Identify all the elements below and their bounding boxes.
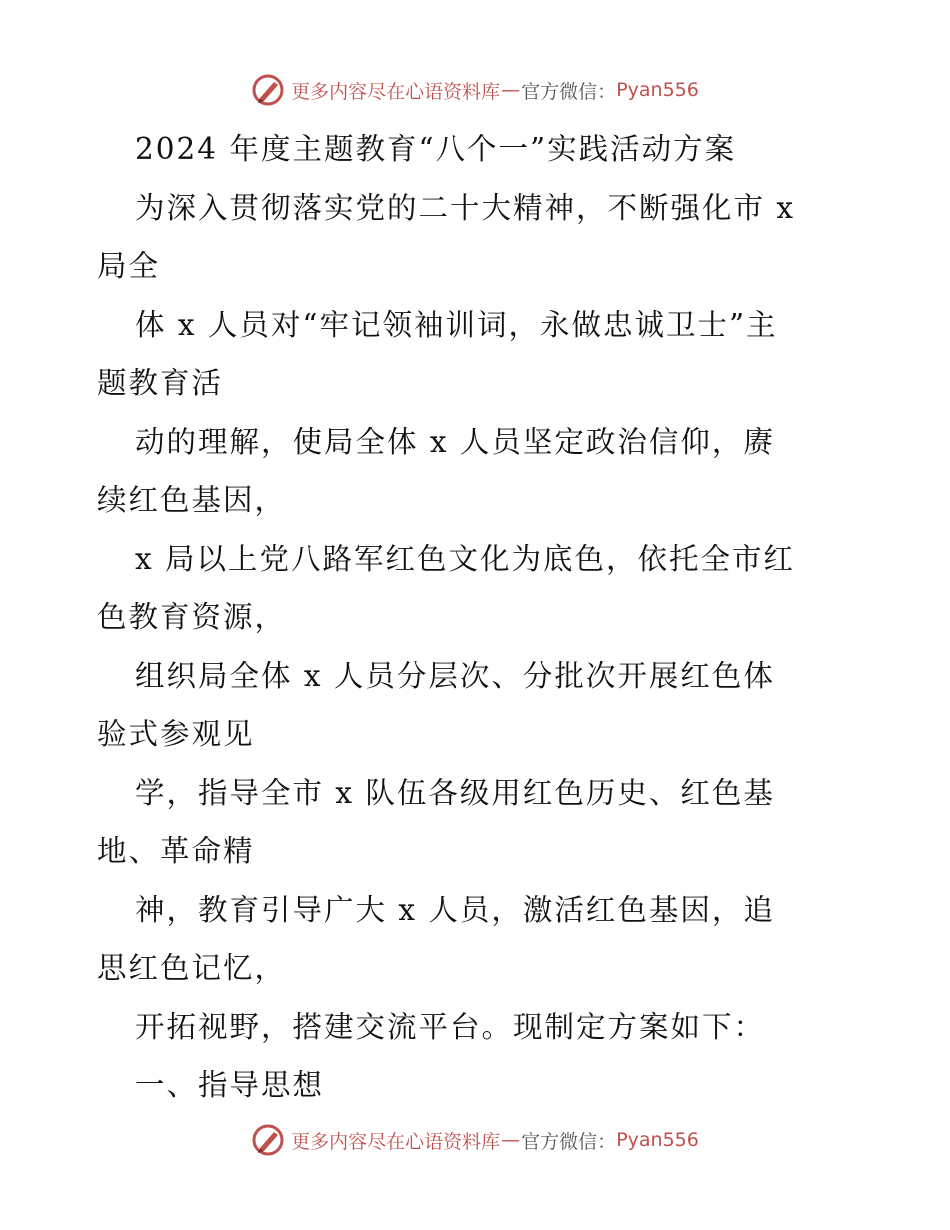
section-heading: 一、指导思想 [135, 1068, 325, 1102]
text-line: 神，教育引导广大 x 人员，激活红色基因，追 [135, 892, 775, 927]
text-line: 局全 [97, 249, 161, 283]
watermark-wechat-label: 官方微信： [521, 80, 617, 103]
watermark-separator: — [501, 1129, 521, 1151]
text-line: 题教育活 [97, 366, 224, 400]
text-line: 体 x 人员对“牢记领袖训词，永做忠诚卫士”主 [135, 307, 778, 342]
document-title: 2024 年度主题教育“八个一”实践活动方案 [135, 132, 737, 166]
text-line: 色教育资源， [97, 600, 287, 634]
text-line: 续红色基因， [97, 483, 287, 517]
watermark-wechat-id: Pyan556 [616, 1129, 699, 1151]
text-line: 思红色记忆， [97, 951, 287, 985]
watermark-separator: — [501, 79, 521, 101]
header-watermark [0, 70, 950, 110]
text-line: x 局以上党八路军红色文化为底色，依托全市红 [135, 541, 796, 576]
watermark-wechat-label: 官方微信： [521, 1130, 617, 1153]
text-line: 地、革命精 [97, 834, 255, 868]
text-line: 组织局全体 x 人员分层次、分批次开展红色体 [135, 658, 775, 693]
text-line: 学，指导全市 x 队伍各级用红色历史、红色基 [135, 775, 775, 810]
pen-in-circle-icon [251, 1123, 285, 1157]
footer-watermark [0, 1120, 950, 1160]
text-line: 为深入贯彻落实党的二十大精神，不断强化市 x [135, 190, 796, 225]
watermark-text: 更多内容尽在心语资料库 [291, 1130, 501, 1153]
document-body [97, 120, 857, 1115]
text-line: 开拓视野，搭建交流平台。现制定方案如下： [135, 1009, 766, 1044]
watermark-text: 更多内容尽在心语资料库 [291, 80, 501, 103]
pen-in-circle-icon [251, 73, 285, 107]
watermark-wechat-id: Pyan556 [616, 79, 699, 101]
text-line: 验式参观见 [97, 717, 255, 751]
text-line: 动的理解，使局全体 x 人员坚定政治信仰，赓 [135, 424, 775, 459]
